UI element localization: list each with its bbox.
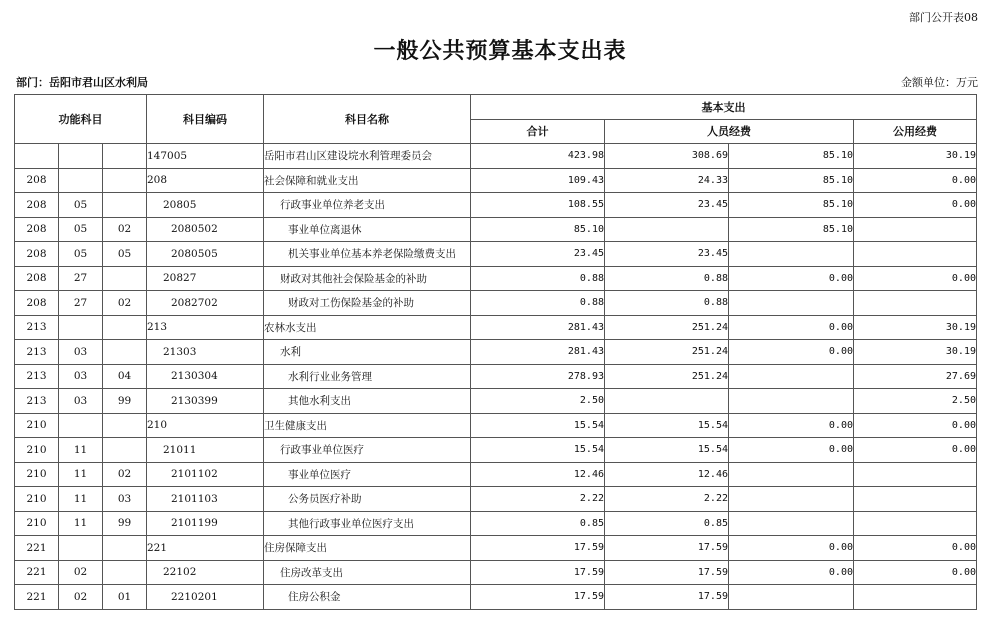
func-section-cell: 02 <box>59 560 103 585</box>
table-row <box>15 266 977 291</box>
func-item-cell <box>103 560 147 585</box>
table-row <box>15 536 977 561</box>
table-row <box>15 242 977 267</box>
func-section-cell: 27 <box>59 291 103 316</box>
total-cell: 17.59 <box>471 560 605 585</box>
public-expense-cell: 0.00 <box>854 168 977 193</box>
total-cell: 108.55 <box>471 193 605 218</box>
subject-name-cell: 农林水支出 <box>264 315 471 340</box>
func-class-cell: 213 <box>15 364 59 389</box>
table-row <box>15 462 977 487</box>
public-expense-cell <box>854 511 977 536</box>
total-cell: 0.88 <box>471 291 605 316</box>
personnel-cell-a: 0.85 <box>605 511 729 536</box>
func-section-cell: 02 <box>59 585 103 610</box>
table-row <box>15 413 977 438</box>
func-class-cell: 213 <box>15 315 59 340</box>
func-section-cell: 05 <box>59 193 103 218</box>
personnel-cell-a <box>605 217 729 242</box>
func-class-cell: 210 <box>15 438 59 463</box>
total-cell: 0.88 <box>471 266 605 291</box>
header-subject-name: 科目名称 <box>264 95 471 144</box>
func-section-cell: 03 <box>59 364 103 389</box>
subject-code-cell: 20805 <box>147 193 264 218</box>
public-expense-cell: 0.00 <box>854 536 977 561</box>
total-cell: 2.22 <box>471 487 605 512</box>
func-item-cell: 02 <box>103 291 147 316</box>
func-section-cell: 03 <box>59 389 103 414</box>
personnel-cell-b: 0.00 <box>729 315 854 340</box>
subject-code-cell: 2101199 <box>147 511 264 536</box>
personnel-cell-a: 251.24 <box>605 315 729 340</box>
func-item-cell: 03 <box>103 487 147 512</box>
subject-code-cell: 20827 <box>147 266 264 291</box>
subject-code-cell: 2101102 <box>147 462 264 487</box>
personnel-cell-b: 85.10 <box>729 168 854 193</box>
personnel-cell-b <box>729 462 854 487</box>
personnel-cell-a: 308.69 <box>605 144 729 169</box>
header-subject-code: 科目编码 <box>147 95 264 144</box>
header-personnel-expense: 人员经费 <box>605 119 854 144</box>
header-public-expense: 公用经费 <box>854 119 977 144</box>
personnel-cell-a: 251.24 <box>605 340 729 365</box>
func-class-cell: 213 <box>15 389 59 414</box>
personnel-cell-a: 23.45 <box>605 193 729 218</box>
subject-name-cell: 机关事业单位基本养老保险缴费支出 <box>264 242 471 267</box>
func-class-cell: 210 <box>15 413 59 438</box>
total-cell: 109.43 <box>471 168 605 193</box>
personnel-cell-b: 0.00 <box>729 560 854 585</box>
subject-code-cell: 2101103 <box>147 487 264 512</box>
total-cell: 85.10 <box>471 217 605 242</box>
func-class-cell: 221 <box>15 585 59 610</box>
subject-name-cell: 其他水利支出 <box>264 389 471 414</box>
public-expense-cell: 0.00 <box>854 266 977 291</box>
personnel-cell-a: 17.59 <box>605 585 729 610</box>
total-cell: 17.59 <box>471 536 605 561</box>
public-expense-cell: 0.00 <box>854 413 977 438</box>
personnel-cell-a: 0.88 <box>605 291 729 316</box>
personnel-cell-a: 251.24 <box>605 364 729 389</box>
personnel-cell-b <box>729 364 854 389</box>
personnel-cell-b: 85.10 <box>729 144 854 169</box>
personnel-cell-b <box>729 487 854 512</box>
personnel-cell-b <box>729 511 854 536</box>
func-class-cell: 208 <box>15 193 59 218</box>
subject-code-cell: 213 <box>147 315 264 340</box>
personnel-cell-b: 0.00 <box>729 536 854 561</box>
subject-name-cell: 水利 <box>264 340 471 365</box>
func-item-cell <box>103 315 147 340</box>
subject-code-cell: 2210201 <box>147 585 264 610</box>
subject-name-cell: 社会保障和就业支出 <box>264 168 471 193</box>
subject-code-cell: 2130399 <box>147 389 264 414</box>
func-section-cell: 27 <box>59 266 103 291</box>
func-class-cell: 208 <box>15 217 59 242</box>
subject-code-cell: 2130304 <box>147 364 264 389</box>
total-cell: 17.59 <box>471 585 605 610</box>
table-row <box>15 487 977 512</box>
table-number-tag: 部门公开表08 <box>909 11 978 24</box>
subject-name-cell: 其他行政事业单位医疗支出 <box>264 511 471 536</box>
subject-name-cell: 公务员医疗补助 <box>264 487 471 512</box>
subject-name-cell: 事业单位离退休 <box>264 217 471 242</box>
func-section-cell <box>59 168 103 193</box>
func-item-cell: 99 <box>103 511 147 536</box>
subject-name-cell: 岳阳市君山区建设垸水利管理委员会 <box>264 144 471 169</box>
func-item-cell: 04 <box>103 364 147 389</box>
func-class-cell: 208 <box>15 168 59 193</box>
func-section-cell <box>59 315 103 340</box>
table-row <box>15 585 977 610</box>
subject-code-cell: 210 <box>147 413 264 438</box>
subject-name-cell: 事业单位医疗 <box>264 462 471 487</box>
func-item-cell <box>103 536 147 561</box>
subject-name-cell: 住房保障支出 <box>264 536 471 561</box>
amount-unit-label: 金额单位：万元 <box>901 76 978 89</box>
total-cell: 15.54 <box>471 438 605 463</box>
subject-code-cell: 21303 <box>147 340 264 365</box>
personnel-cell-b: 85.10 <box>729 217 854 242</box>
func-item-cell: 02 <box>103 462 147 487</box>
personnel-cell-a: 2.22 <box>605 487 729 512</box>
subject-code-cell: 21011 <box>147 438 264 463</box>
personnel-cell-a: 0.88 <box>605 266 729 291</box>
total-cell: 281.43 <box>471 340 605 365</box>
func-class-cell: 221 <box>15 560 59 585</box>
subject-code-cell: 147005 <box>147 144 264 169</box>
table-row <box>15 217 977 242</box>
func-section-cell: 03 <box>59 340 103 365</box>
page-title: 一般公共预算基本支出表 <box>373 38 627 64</box>
personnel-cell-a: 23.45 <box>605 242 729 267</box>
func-section-cell: 05 <box>59 217 103 242</box>
func-section-cell <box>59 536 103 561</box>
public-expense-cell <box>854 487 977 512</box>
func-item-cell: 99 <box>103 389 147 414</box>
func-class-cell: 213 <box>15 340 59 365</box>
total-cell: 15.54 <box>471 413 605 438</box>
personnel-cell-b: 0.00 <box>729 438 854 463</box>
personnel-cell-b <box>729 291 854 316</box>
table-row <box>15 389 977 414</box>
subject-code-cell: 2080505 <box>147 242 264 267</box>
header-total: 合计 <box>471 119 605 144</box>
func-item-cell: 05 <box>103 242 147 267</box>
personnel-cell-b: 0.00 <box>729 340 854 365</box>
func-item-cell <box>103 438 147 463</box>
func-item-cell <box>103 168 147 193</box>
subject-code-cell: 208 <box>147 168 264 193</box>
public-expense-cell <box>854 585 977 610</box>
budget-table <box>14 94 977 610</box>
func-section-cell: 11 <box>59 511 103 536</box>
table-row <box>15 438 977 463</box>
department-label: 部门：岳阳市君山区水利局 <box>16 76 148 89</box>
total-cell: 423.98 <box>471 144 605 169</box>
func-item-cell <box>103 193 147 218</box>
total-cell: 12.46 <box>471 462 605 487</box>
personnel-cell-a: 12.46 <box>605 462 729 487</box>
personnel-cell-a: 17.59 <box>605 536 729 561</box>
func-class-cell: 208 <box>15 242 59 267</box>
func-section-cell: 05 <box>59 242 103 267</box>
subject-name-cell: 水利行业业务管理 <box>264 364 471 389</box>
total-cell: 281.43 <box>471 315 605 340</box>
func-item-cell: 01 <box>103 585 147 610</box>
func-item-cell <box>103 144 147 169</box>
public-expense-cell: 30.19 <box>854 144 977 169</box>
func-class-cell: 210 <box>15 511 59 536</box>
personnel-cell-a: 15.54 <box>605 413 729 438</box>
total-cell: 23.45 <box>471 242 605 267</box>
table-row <box>15 364 977 389</box>
subject-code-cell: 2082702 <box>147 291 264 316</box>
subject-name-cell: 住房公积金 <box>264 585 471 610</box>
table-row <box>15 560 977 585</box>
header-basic-expenditure: 基本支出 <box>471 95 977 120</box>
personnel-cell-b: 0.00 <box>729 266 854 291</box>
table-row <box>15 340 977 365</box>
table-row <box>15 144 977 169</box>
table-row <box>15 291 977 316</box>
personnel-cell-b: 85.10 <box>729 193 854 218</box>
personnel-cell-a: 15.54 <box>605 438 729 463</box>
func-section-cell: 11 <box>59 487 103 512</box>
personnel-cell-a <box>605 389 729 414</box>
public-expense-cell: 0.00 <box>854 438 977 463</box>
func-class-cell: 210 <box>15 487 59 512</box>
public-expense-cell: 0.00 <box>854 193 977 218</box>
public-expense-cell <box>854 462 977 487</box>
public-expense-cell: 2.50 <box>854 389 977 414</box>
func-item-cell <box>103 413 147 438</box>
subject-name-cell: 行政事业单位养老支出 <box>264 193 471 218</box>
func-class-cell: 221 <box>15 536 59 561</box>
subject-name-cell: 卫生健康支出 <box>264 413 471 438</box>
func-item-cell <box>103 340 147 365</box>
subject-name-cell: 财政对工伤保险基金的补助 <box>264 291 471 316</box>
func-item-cell <box>103 266 147 291</box>
func-section-cell <box>59 413 103 438</box>
personnel-cell-b <box>729 242 854 267</box>
public-expense-cell: 27.69 <box>854 364 977 389</box>
func-class-cell: 210 <box>15 462 59 487</box>
func-section-cell: 11 <box>59 462 103 487</box>
table-row <box>15 168 977 193</box>
public-expense-cell: 30.19 <box>854 315 977 340</box>
func-section-cell <box>59 144 103 169</box>
public-expense-cell <box>854 217 977 242</box>
personnel-cell-a: 17.59 <box>605 560 729 585</box>
public-expense-cell: 30.19 <box>854 340 977 365</box>
public-expense-cell <box>854 291 977 316</box>
table-row <box>15 193 977 218</box>
total-cell: 0.85 <box>471 511 605 536</box>
total-cell: 2.50 <box>471 389 605 414</box>
func-item-cell: 02 <box>103 217 147 242</box>
subject-name-cell: 行政事业单位医疗 <box>264 438 471 463</box>
subject-code-cell: 221 <box>147 536 264 561</box>
subject-code-cell: 22102 <box>147 560 264 585</box>
personnel-cell-b <box>729 585 854 610</box>
subject-name-cell: 财政对其他社会保险基金的补助 <box>264 266 471 291</box>
func-class-cell: 208 <box>15 266 59 291</box>
table-row <box>15 511 977 536</box>
personnel-cell-b: 0.00 <box>729 413 854 438</box>
subject-code-cell: 2080502 <box>147 217 264 242</box>
func-class-cell: 208 <box>15 291 59 316</box>
public-expense-cell: 0.00 <box>854 560 977 585</box>
func-class-cell <box>15 144 59 169</box>
func-section-cell: 11 <box>59 438 103 463</box>
table-row <box>15 315 977 340</box>
personnel-cell-b <box>729 389 854 414</box>
header-func-subject: 功能科目 <box>15 95 147 144</box>
personnel-cell-a: 24.33 <box>605 168 729 193</box>
table-body <box>15 144 977 610</box>
public-expense-cell <box>854 242 977 267</box>
subject-name-cell: 住房改革支出 <box>264 560 471 585</box>
total-cell: 278.93 <box>471 364 605 389</box>
